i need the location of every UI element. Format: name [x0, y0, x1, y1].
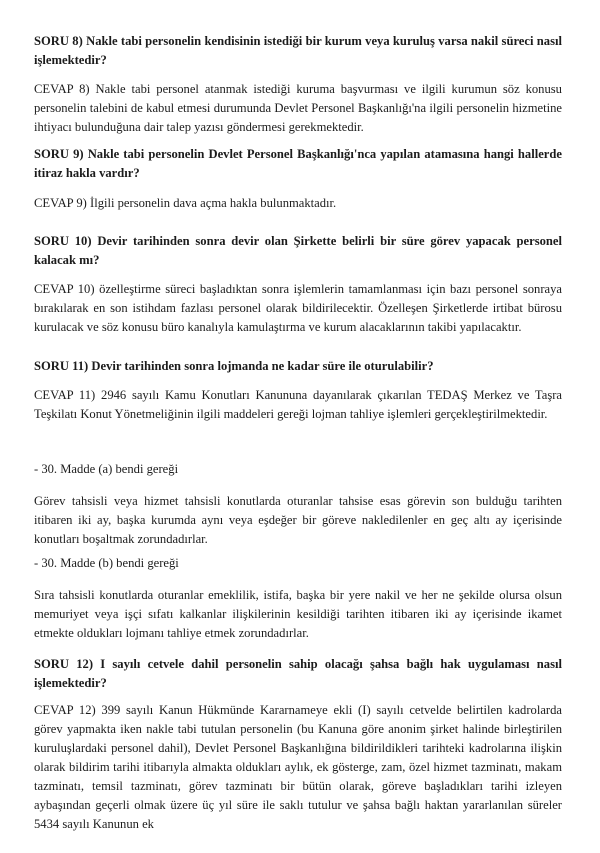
article-30b-heading: - 30. Madde (b) bendi gereği [34, 556, 179, 570]
answer-10 [34, 280, 562, 337]
answer-text: İlgili personelin dava açma hakla bulunmaktadır. [90, 196, 337, 210]
answer-label: CEVAP 11) [34, 388, 96, 402]
answer-label: CEVAP 12) [34, 703, 96, 717]
question-9: SORU 9) Nakle tabi personelin Devlet Personel Başkanlığı'nca yapılan atamasına hangi hallerde itiraz hakla vardır? [34, 147, 562, 180]
answer-label: CEVAP 9) [34, 196, 87, 210]
question-12: SORU 12) I sayılı cetvele dahil personelin sahip olacağı şahsa bağlı hak uygulaması nasıl işlemektedir? [34, 657, 562, 690]
answer-text: özelleştirme süreci başladıktan sonra işlemlerin tamamlanması için bazı personel sonraya bırakılarak en son istihdam fazlası personel olarak bildirilecektir. Özelleşen Şirketlerde irtibat bürosu kurulacak ve söz konusu büro kanalıyla kamulaştırma ve kurum alacaklarının takibi yapılacaktır. [34, 282, 562, 334]
question-8: SORU 8) Nakle tabi personelin kendisinin istediği bir kurum veya kuruluş varsa nakil süreci nasıl işlemektedir? [34, 34, 562, 67]
answer-text: Nakle tabi personel atanmak istediği kuruma başvurması ve ilgili kurumun söz konusu personelin talebini de kabul etmesi durumunda Devlet Personel Başkanlığı'na ilgili personelin hizmetine ihtiyacı bulunduğuna dair talep yazısı göndermesi gerekmektedir. [34, 82, 562, 134]
answer-label: CEVAP 10) [34, 282, 95, 296]
answer-9 [34, 194, 562, 213]
answer-text: 399 sayılı Kanun Hükmünde Kararnameye ekli (I) sayılı cetvelde belirtilen kadrolarda görev yapmakta iken nakle tabi tutulan personelin (bu Kanuna göre anonim şirket halinde birleştirilen kuruluşlardaki personel dahil), Devlet Personel Başkanlığına bildirildikleri tarihteki kadrolarına ilişkin olarak bildirim tarihi itibarıyla almakta oldukları aylık, ek gösterge, zam, özel hizmet tazminatı, makam tazminatı, temsil tazminatı, görev tazminatı bir bütün olarak, göreve başladıkları tarihi izleyen aybaşından geçerli olmak üzere üç yıl süre ile saklı tutulur ve şahsa bağlı haktan yararlanılan süreler 5434 sayılı Kanunun ek [34, 703, 562, 831]
article-30a-heading: - 30. Madde (a) bendi gereği [34, 462, 179, 476]
answer-text: 2946 sayılı Kamu Konutları Kanununa dayanılarak çıkarılan TEDAŞ Merkez ve Taşra Teşkilatı Konut Yönetmeliğinin ilgili maddeleri gereği lojman tahliye işlemleri gerçekleştirilmektedir. [34, 388, 563, 421]
article-30a-text: Görev tahsisli veya hizmet tahsisli konutlarda oturanlar tahsise esas görevin son bulduğu tarihten itibaren iki ay, başka kurumda aynı veya eşdeğer bir göreve nakledilenler en geç altı ay içerisinde konutları boşaltmak zorundadırlar. [34, 494, 562, 546]
answer-11 [34, 386, 562, 424]
answer-label: CEVAP 8) [34, 82, 90, 96]
answer-8 [34, 80, 562, 137]
question-10: SORU 10) Devir tarihinden sonra devir olan Şirkette belirli bir süre görev yapacak personel kalacak mı? [34, 234, 562, 267]
answer-12 [34, 701, 562, 834]
question-11: SORU 11) Devir tarihinden sonra lojmanda ne kadar süre ile oturulabilir? [34, 359, 434, 373]
article-30b-text: Sıra tahsisli konutlarda oturanlar emeklilik, istifa, başka bir yere nakil ve her ne şekilde olursa olsun memuriyet veya işçi sıfatı kalkanlar ilişkilerinin kesildiği tarihten itibaren iki ay içerisinde ikamet etmekte oldukları lojmanı tahliye etmek zorundadırlar. [34, 588, 562, 640]
